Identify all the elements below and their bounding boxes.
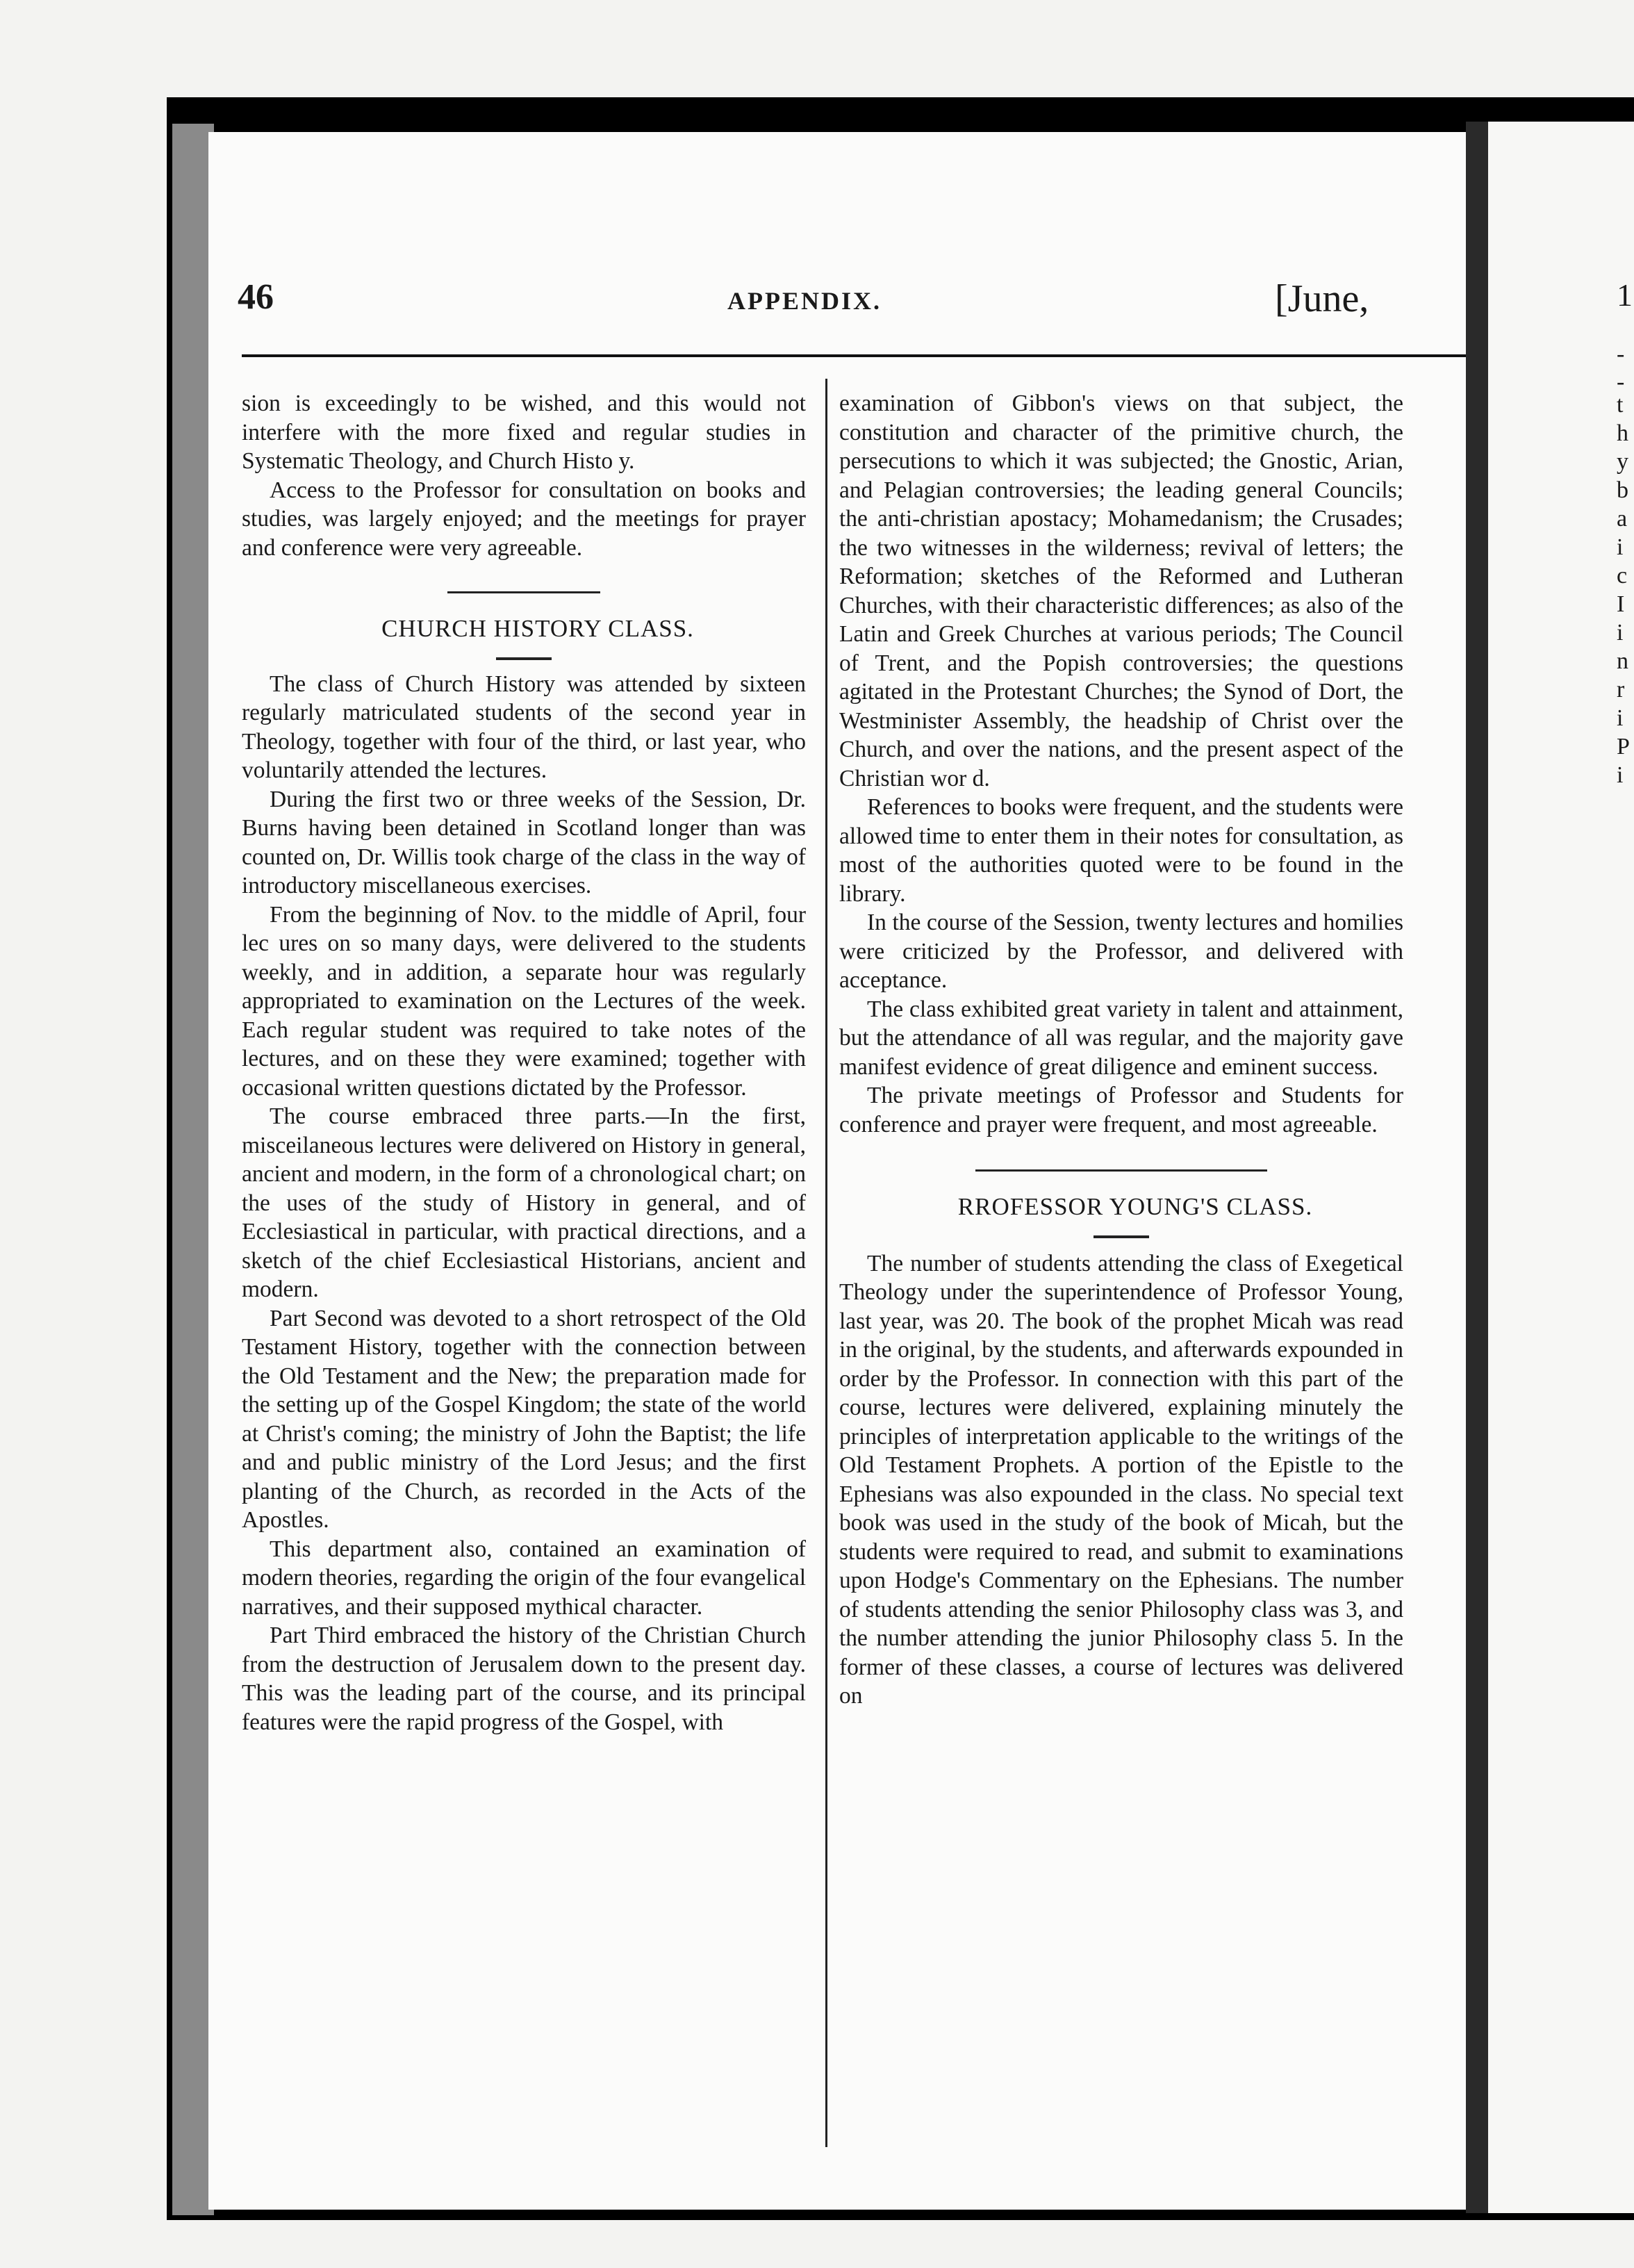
section-heading-professor-young: RROFESSOR YOUNG'S CLASS.: [957, 1193, 1313, 1220]
facing-page-fragment: i: [1617, 620, 1624, 646]
heading-underline: [1094, 1235, 1149, 1238]
scan-background-bottom: [0, 2220, 1634, 2268]
book-page: [208, 132, 1480, 2210]
facing-page-fragment: i: [1617, 762, 1624, 788]
facing-page-fragment: h: [1617, 420, 1628, 446]
facing-page-fragment: P: [1617, 734, 1630, 759]
section-separator: [975, 1169, 1267, 1172]
facing-page-fragment: i: [1617, 534, 1624, 560]
paragraph: examination of Gibbon's views on that subject, the constitution and character of the primitive church, the persecutions to which it was subjected; the Gnostic, Arian, and Pelagian controversies; the leading general Councils; the anti-christian apostacy; Mohamedanism; the Crusades; the two witnesses in the wilderness; revival of letters; the Reformation; sketches of the Reformed and Lutheran Churches, with their characteristic differences; as also of the Latin and Greek Churches at various periods; The Council of Trent, and the Popish controversies; the questions agitated in the Protestant Churches; the Synod of Dort, the Westminister Assembly, the headship of Christ over the Church, and over the nations, and the present aspect of the Christian wor d.: [839, 391, 1403, 791]
facing-page-fragment: c: [1617, 563, 1628, 589]
paragraph: The course embraced three parts.—In the first, misceilaneous lectures were delivered on History in general, ancient and modern, in the form of a chronological chart; on the uses of the study of History in general, and of Ecclesiastical in particular, with practical directions, and a sketch of the chief Ecclesiastical Historians, ancient and modern.: [242, 1103, 806, 1302]
paragraph: sion is exceedingly to be wished, and this would not interfere with the more fixed and regular studies in Systematic Theology, and Church Histo y.: [242, 391, 806, 474]
header-rule: [242, 354, 1478, 357]
running-head: [208, 277, 1480, 339]
facing-page-fragment: b: [1617, 477, 1628, 503]
left-column: [242, 389, 806, 1736]
paragraph: The class of Church History was attended by sixteen regularly matriculated students of the second year in Theology, together with four of the third, or last year, who voluntarily attended the lectures.: [242, 671, 806, 783]
facing-page-fragment: - -: [1617, 341, 1625, 395]
paragraph: In the course of the Session, twenty lectures and homilies were criticized by the Professor, and delivered with acceptance.: [839, 910, 1403, 993]
paragraph: This department also, contained an examination of modern theories, regarding the origin of the four evangelical narratives, and their supposed mythical character.: [242, 1536, 806, 1620]
column-divider: [825, 379, 827, 2147]
facing-page-fragment: t: [1617, 392, 1624, 418]
paragraph: The private meetings of Professor and Students for conference and prayer were frequent, and most agreeable.: [839, 1083, 1403, 1137]
paragraph: Access to the Professor for consultation on books and studies, was largely enjoyed; and the meetings for prayer and conference were very agreeable.: [242, 477, 806, 561]
facing-page-fragment: n: [1617, 648, 1628, 674]
scan-background-top: [0, 0, 1634, 97]
page-edge-shadow: [172, 124, 214, 2215]
running-title: APPENDIX.: [727, 287, 882, 315]
paragraph: From the beginning of Nov. to the middle of April, four lec ures on so many days, were delivered to the students weekly, and in addition, a separate hour was regularly appropriated to examination on the Lectures of the week. Each regular student was required to take notes of the lectures, and on these they were examined; together with occasional written questions dictated by the Professor.: [242, 901, 806, 1101]
facing-page-fragment: y: [1617, 449, 1628, 475]
paragraph: Part Third embraced the history of the Christian Church from the destruction of Jerusalem down to the present day. This was the leading part of the course, and its principal features were the rapid progress of the Gospel, with: [242, 1622, 806, 1735]
section-heading-church-history: CHURCH HISTORY CLASS.: [381, 615, 694, 642]
facing-page-fragment: i: [1617, 705, 1624, 731]
facing-page-fragment: 1: [1617, 277, 1633, 313]
page-number: 46: [238, 277, 274, 317]
running-date: [June,: [1275, 277, 1369, 320]
paragraph: References to books were frequent, and the students were allowed time to enter them in their notes for consultation, as most of the authorities quoted were to be found in the library.: [839, 794, 1403, 907]
paragraph: The number of students attending the class of Exegetical Theology under the superintendence of Professor Young, last year, was 20. The book of the prophet Micah was read in the original, by the students, and afterwards expounded in order by the Professor. In connection with this part of the course, lectures were delivered, explaining minutely the principles of interpretation applicable to the writings of the Old Testament Prophets. A portion of the Epistle to the Ephesians was also expounded in the class. No special text book was used in the study of the book of Micah, but the students were required to read, and submit to examinations upon Hodge's Commentary on the Ephesians. The number of students attending the senior Philosophy class was 3, and the number attending the junior Philosophy class 5. In the former of these classes, a course of lectures was delivered on: [839, 1250, 1403, 1709]
section-separator: [447, 591, 600, 593]
facing-page-fragment: a: [1617, 506, 1628, 532]
paragraph: During the first two or three weeks of the Session, Dr. Burns having been detained in Scotland longer than was counted on, Dr. Willis took charge of the class in the way of introductory miscellaneous exercises.: [242, 786, 806, 898]
facing-page-fragment: I: [1617, 591, 1625, 617]
right-column: [839, 389, 1403, 1711]
paragraph: Part Second was devoted to a short retrospect of the Old Testament History, together with the connection between the Old Testament and the New; the preparation made for the setting up of the Gospel Kingdom; the state of the world at Christ's coming; the ministry of John the Baptist; the life and and public ministry of the Lord Jesus; and the first planting of the Church, as recorded in the Acts of the Apostles.: [242, 1305, 806, 1533]
paragraph: The class exhibited great variety in talent and attainment, but the attendance of all was regular, and the majority gave manifest evidence of great diligence and eminent success.: [839, 996, 1403, 1080]
facing-page-fragment: r: [1617, 677, 1625, 702]
heading-underline: [496, 657, 552, 660]
scan-background-left: [0, 0, 167, 2268]
facing-page-edge: [1488, 122, 1634, 2213]
book-fold: [1466, 122, 1488, 2213]
